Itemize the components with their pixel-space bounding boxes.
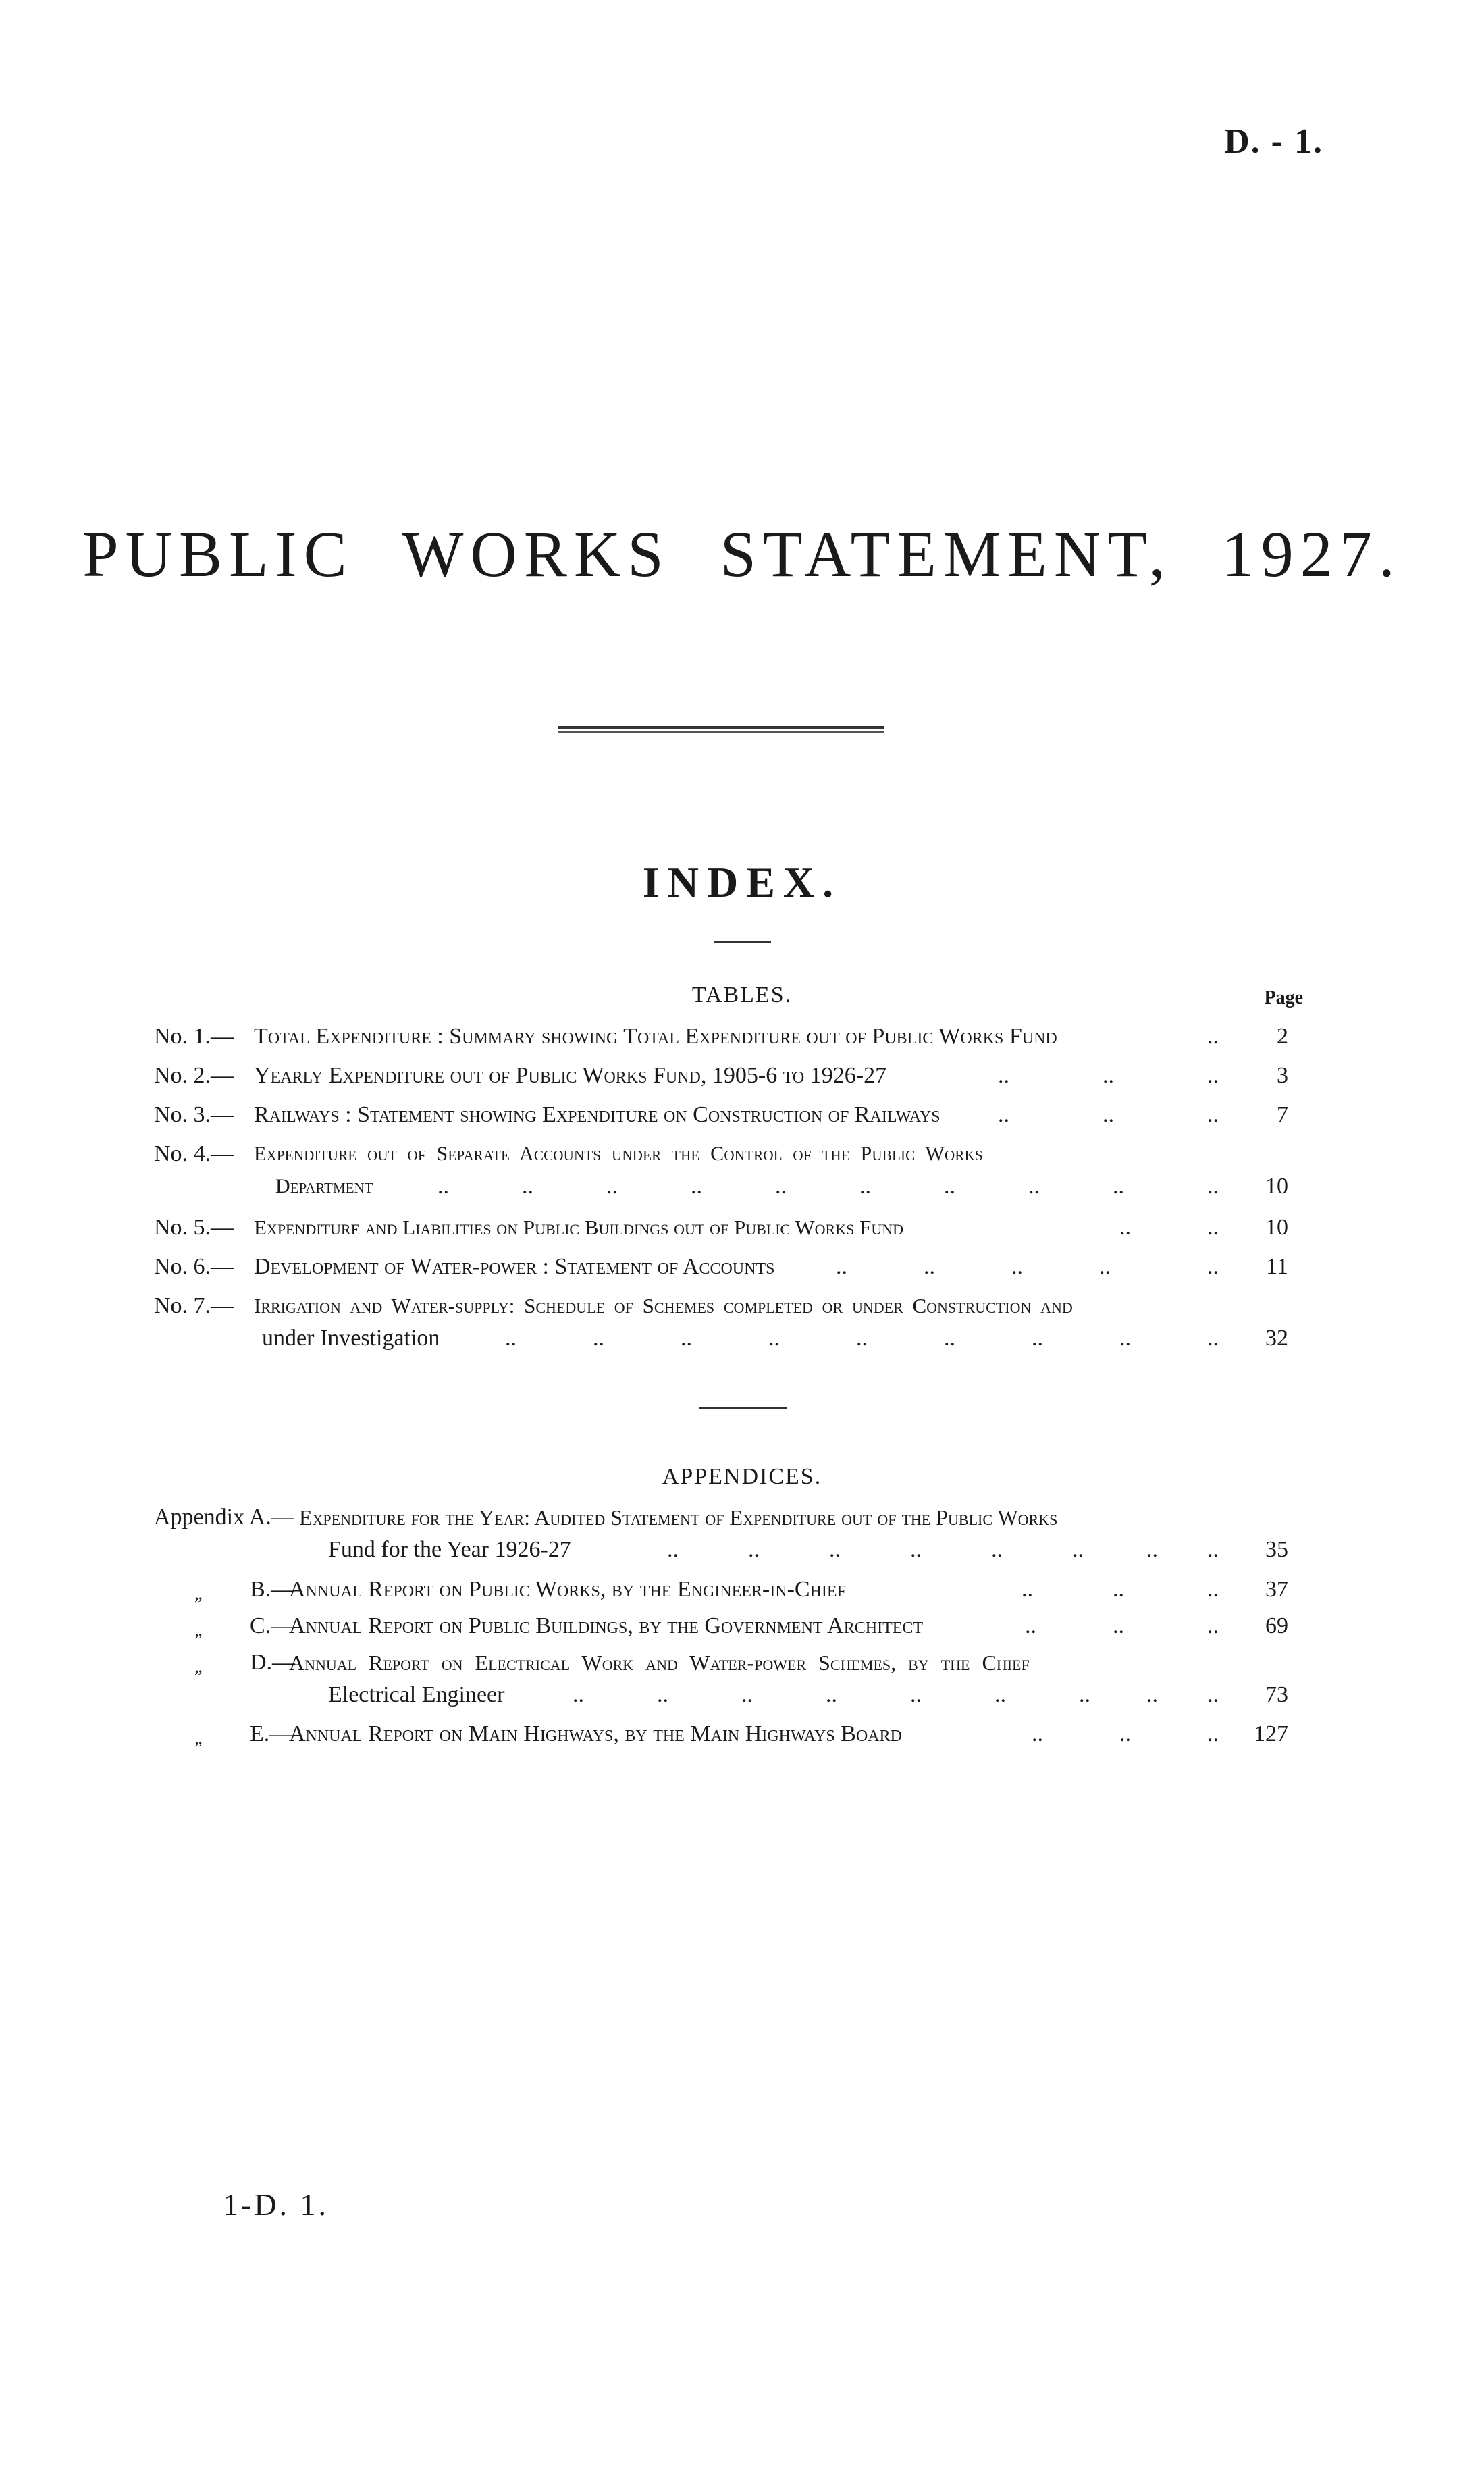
document-title: PUBLIC WORKS STATEMENT, 1927. xyxy=(82,518,1402,590)
ditto-mark: „ xyxy=(194,1620,205,1640)
table-entry xyxy=(154,1022,1315,1051)
appendix-entry xyxy=(154,1719,1315,1749)
leader-dots: .. xyxy=(1113,1174,1124,1199)
entry-number: No. 3.— xyxy=(154,1102,234,1127)
appendix-page: 69 xyxy=(1265,1613,1288,1638)
leader-dots: .. xyxy=(998,1063,1009,1088)
leader-dots: .. xyxy=(829,1537,841,1562)
appendix-label: B.— xyxy=(250,1577,294,1602)
appendix-page: 35 xyxy=(1265,1537,1288,1562)
appendix-caption: Annual Report on Public Buildings, by the Government Architect xyxy=(289,1613,924,1638)
leader-dots: .. xyxy=(573,1682,584,1707)
leader-dots: .. xyxy=(826,1682,837,1707)
entry-caption: Irrigation and Water-supply: Schedule of Schemes completed or under Construction and xyxy=(254,1294,1073,1318)
table-entry xyxy=(154,1252,1315,1282)
entry-page: 2 xyxy=(1277,1024,1288,1049)
leader-dots: .. xyxy=(1207,1102,1219,1127)
entry-caption: Expenditure and Liabilities on Public Buildings out of Public Works Fund xyxy=(254,1216,903,1239)
leader-dots: .. xyxy=(1146,1537,1158,1562)
leader-dots: .. xyxy=(1072,1537,1084,1562)
appendix-page: 37 xyxy=(1265,1577,1288,1602)
tables-heading: TABLES. xyxy=(691,983,793,1008)
entry-number: No. 4.— xyxy=(154,1141,234,1166)
entry-number: No. 7.— xyxy=(154,1293,234,1318)
leader-dots: .. xyxy=(681,1326,692,1351)
appendix-entry xyxy=(154,1648,1315,1713)
leader-dots: .. xyxy=(768,1326,780,1351)
entry-caption: Expenditure out of Separate Accounts under the Control of the Public Works xyxy=(254,1143,983,1165)
leader-dots: .. xyxy=(1113,1577,1124,1602)
appendix-caption: Annual Report on Electrical Work and Water-power Schemes, by the Chief xyxy=(289,1650,1030,1675)
ditto-mark: „ xyxy=(194,1584,205,1603)
table-entry xyxy=(154,1100,1315,1130)
leader-dots: .. xyxy=(1207,1024,1219,1049)
leader-dots: .. xyxy=(1207,1174,1219,1199)
leader-dots: .. xyxy=(1028,1174,1040,1199)
leader-dots: .. xyxy=(606,1174,618,1199)
appendix-entry xyxy=(154,1611,1315,1641)
entry-caption: Total Expenditure : Summary showing Total Expenditure out of Public Works Fund xyxy=(254,1024,1057,1049)
appendix-page: 127 xyxy=(1254,1721,1288,1746)
appendix-label: Appendix A.— xyxy=(154,1505,294,1530)
leader-dots: .. xyxy=(910,1682,922,1707)
ditto-mark: „ xyxy=(194,1657,205,1676)
leader-dots: .. xyxy=(1207,1063,1219,1088)
leader-dots: .. xyxy=(995,1682,1006,1707)
leader-dots: .. xyxy=(1099,1254,1111,1279)
leader-dots: .. xyxy=(1079,1682,1090,1707)
appendix-label: E.— xyxy=(250,1721,293,1746)
table-entry xyxy=(154,1139,1315,1204)
appendix-label: C.— xyxy=(250,1613,294,1638)
leader-dots: .. xyxy=(691,1174,702,1199)
leader-dots: .. xyxy=(924,1254,935,1279)
leader-dots: .. xyxy=(1011,1254,1023,1279)
leader-dots: .. xyxy=(593,1326,604,1351)
leader-dots: .. xyxy=(522,1174,533,1199)
appendix-caption-continued: Fund for the Year 1926-27 xyxy=(328,1537,571,1562)
entry-page: 10 xyxy=(1265,1174,1288,1199)
leader-dots: .. xyxy=(1119,1215,1131,1240)
leader-dots: .. xyxy=(1119,1326,1131,1351)
leader-dots: .. xyxy=(1119,1721,1131,1746)
leader-dots: .. xyxy=(1207,1577,1219,1602)
entry-number: No. 1.— xyxy=(154,1024,234,1049)
leader-dots: .. xyxy=(1025,1613,1036,1638)
leader-dots: .. xyxy=(1207,1613,1219,1638)
entry-caption: Yearly Expenditure out of Public Works Fund, 1905-6 to 1926-27 xyxy=(254,1063,887,1088)
page-reference: D. - 1. xyxy=(1224,122,1323,161)
leader-dots: .. xyxy=(741,1682,753,1707)
entry-caption-continued: Department xyxy=(275,1175,373,1197)
footer-reference: 1-D. 1. xyxy=(223,2187,329,2222)
appendices-heading: APPENDICES. xyxy=(662,1464,822,1489)
index-heading: INDEX. xyxy=(642,858,842,906)
table-entry xyxy=(154,1061,1315,1091)
table-entry xyxy=(154,1291,1315,1356)
entry-caption-continued: under Investigation xyxy=(262,1326,440,1351)
leader-dots: .. xyxy=(1032,1326,1043,1351)
leader-dots: .. xyxy=(1207,1254,1219,1279)
leader-dots: .. xyxy=(505,1326,516,1351)
leader-dots: .. xyxy=(1207,1682,1219,1707)
entry-page: 7 xyxy=(1277,1102,1288,1127)
leader-dots: .. xyxy=(1022,1577,1033,1602)
section-divider xyxy=(699,1407,787,1409)
appendix-page: 73 xyxy=(1265,1682,1288,1707)
entry-caption: Railways : Statement showing Expenditure on Construction of Railways xyxy=(254,1102,940,1127)
appendix-entry xyxy=(154,1503,1315,1567)
entry-caption: Development of Water-power : Statement of Accounts xyxy=(254,1254,775,1279)
leader-dots: .. xyxy=(856,1326,868,1351)
table-entry xyxy=(154,1213,1315,1243)
leader-dots: .. xyxy=(998,1102,1009,1127)
entry-number: No. 2.— xyxy=(154,1063,234,1088)
title-divider xyxy=(558,726,884,733)
appendix-entry xyxy=(154,1575,1315,1605)
leader-dots: .. xyxy=(1207,1721,1219,1746)
entry-page: 11 xyxy=(1266,1254,1288,1279)
leader-dots: .. xyxy=(944,1174,955,1199)
appendix-caption: Expenditure for the Year: Audited Statement of Expenditure out of the Public Works xyxy=(299,1505,1058,1530)
leader-dots: .. xyxy=(1207,1215,1219,1240)
appendix-label: D.— xyxy=(250,1650,296,1675)
leader-dots: .. xyxy=(1113,1613,1124,1638)
leader-dots: .. xyxy=(657,1682,668,1707)
page-column-label: Page xyxy=(1264,987,1303,1008)
index-divider xyxy=(714,941,771,943)
leader-dots: .. xyxy=(910,1537,922,1562)
appendix-caption-continued: Electrical Engineer xyxy=(328,1682,505,1707)
leader-dots: .. xyxy=(1032,1721,1043,1746)
leader-dots: .. xyxy=(1146,1682,1158,1707)
leader-dots: .. xyxy=(836,1254,847,1279)
leader-dots: .. xyxy=(991,1537,1003,1562)
leader-dots: .. xyxy=(775,1174,787,1199)
entry-page: 32 xyxy=(1265,1326,1288,1351)
leader-dots: .. xyxy=(1207,1537,1219,1562)
leader-dots: .. xyxy=(667,1537,679,1562)
entry-number: No. 5.— xyxy=(154,1215,234,1240)
leader-dots: .. xyxy=(1103,1063,1114,1088)
leader-dots: .. xyxy=(748,1537,760,1562)
appendix-caption: Annual Report on Main Highways, by the Main Highways Board xyxy=(289,1721,902,1746)
leader-dots: .. xyxy=(1207,1326,1219,1351)
leader-dots: .. xyxy=(859,1174,871,1199)
entry-number: No. 6.— xyxy=(154,1254,234,1279)
leader-dots: .. xyxy=(438,1174,449,1199)
appendix-caption: Annual Report on Public Works, by the Engineer-in-Chief xyxy=(289,1577,846,1602)
leader-dots: .. xyxy=(944,1326,955,1351)
leader-dots: .. xyxy=(1103,1102,1114,1127)
entry-page: 10 xyxy=(1265,1215,1288,1240)
entry-page: 3 xyxy=(1277,1063,1288,1088)
ditto-mark: „ xyxy=(194,1728,205,1748)
